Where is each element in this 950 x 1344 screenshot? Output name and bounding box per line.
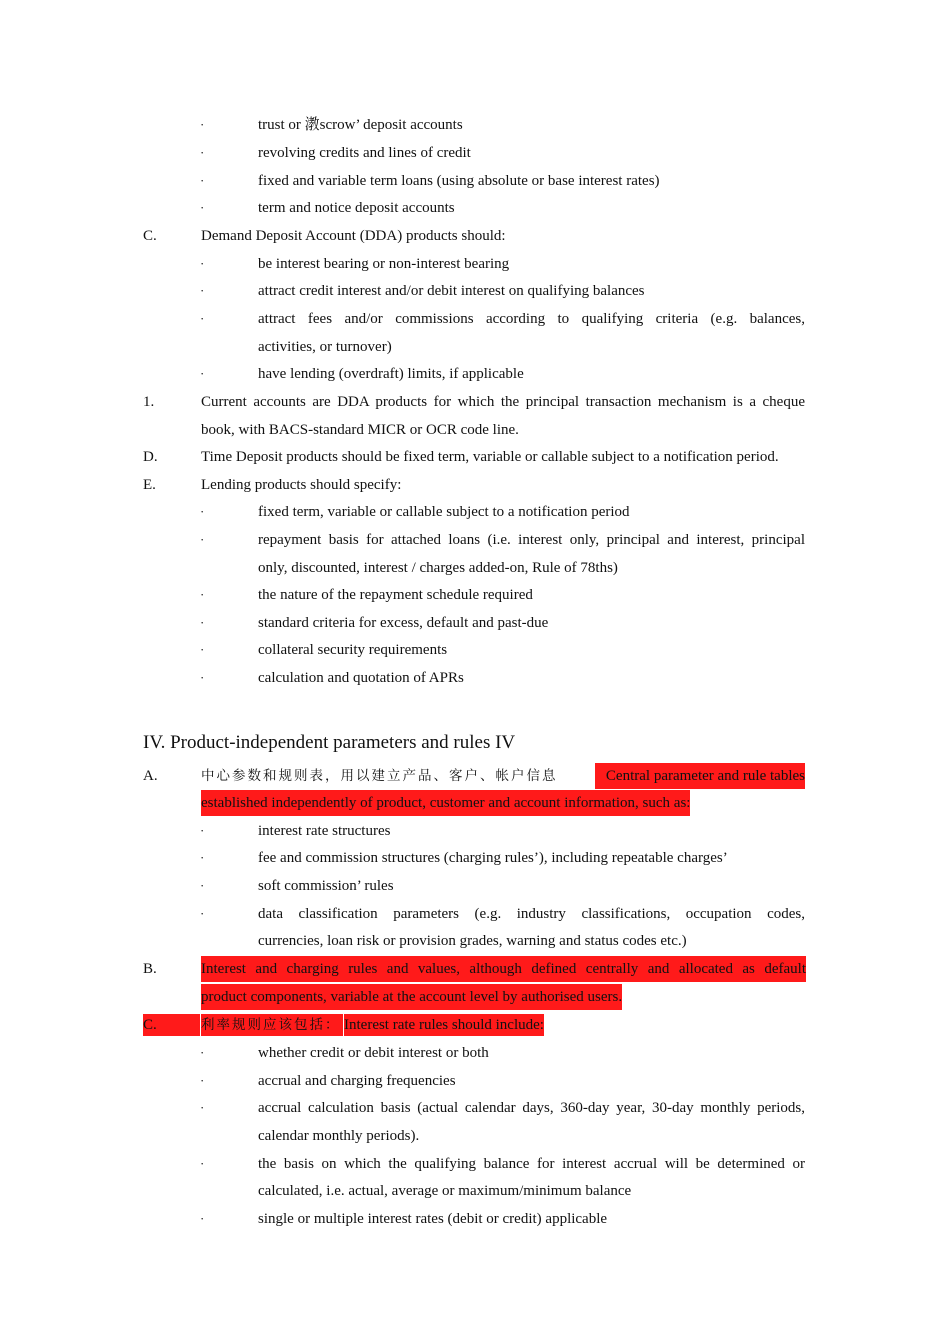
list-item [0,1151,950,1177]
highlighted-text: product components, variable at the account level by authorised users. [201,984,622,1010]
list-item [0,168,950,194]
list-item-text: fee and commission structures (charging rules’), including repeatable charges’ [258,850,728,866]
section-heading: IV. Product-independent parameters and rules IV [143,732,516,753]
list-item-text: be interest bearing or non-interest bearing [258,256,510,272]
highlighted-text: Interest and charging rules and values, although defined centrally and allocated as default [201,956,806,982]
bullet: · [200,642,205,657]
list-item-text: term and notice deposit accounts [258,200,455,216]
list-item [0,873,950,899]
list-item [0,637,950,663]
list-item-continuation [0,334,950,360]
list-item-text: accrual calculation basis (actual calendar days, 360-day year, 30-day monthly periods, [258,1100,805,1116]
list-item-text: attract credit interest and/or debit interest on qualifying balances [258,283,645,299]
bullet: · [200,823,205,838]
list-item [0,582,950,608]
list-item-text: trust or 漖scrow’ deposit accounts [258,117,463,133]
item-text: Demand Deposit Account (DDA) products should: [201,228,506,244]
list-item-text: calculation and quotation of APRs [258,670,464,686]
list-item-continuation [0,555,950,581]
bullet: · [200,173,205,188]
list-item [0,610,950,636]
list-item [0,140,950,166]
list-item [0,251,950,277]
bullet: · [200,1211,205,1226]
item-text: Lending products should specify: [201,477,402,493]
list-item-text: attract fees and/or commissions according to qualifying criteria (e.g. balances, [258,311,805,327]
bullet: · [200,532,205,547]
item-text: Time Deposit products should be fixed term, variable or callable subject to a notification period. [201,449,779,465]
bullet: · [200,1100,205,1115]
item-marker: A. [143,768,158,784]
list-item-text: standard criteria for excess, default and past-due [258,615,549,631]
highlighted-text: Interest rate rules should include: [344,1014,544,1036]
bullet: · [200,256,205,271]
numbered-item [0,389,950,415]
bullet: · [200,1156,205,1171]
numbered-item [0,223,950,249]
list-item [0,901,950,927]
list-item [0,527,950,553]
list-item [0,1206,950,1232]
list-item-text: the basis on which the qualifying balance for interest accrual will be determined or [258,1156,805,1172]
list-item-continuation [0,1178,950,1204]
list-item-text: data classification parameters (e.g. industry classifications, occupation codes, [258,906,805,922]
list-item-text: collateral security requirements [258,642,448,658]
bullet: · [200,587,205,602]
bullet: · [200,200,205,215]
list-item-text: currencies, loan risk or provision grades, warning and status codes etc.) [258,933,687,949]
item-marker: 1. [143,394,155,410]
list-item-text: calendar monthly periods). [258,1128,420,1144]
numbered-item-continuation [0,417,950,443]
numbered-item [0,956,950,982]
list-item-continuation [0,1123,950,1149]
list-item [0,1068,950,1094]
list-item-text: repayment basis for attached loans (i.e. interest only, principal and interest, principal [258,532,805,548]
list-item-text: have lending (overdraft) limits, if applicable [258,366,524,382]
bullet: · [200,311,205,326]
list-item-text: activities, or turnover) [258,339,392,355]
list-item-text: calculated, i.e. actual, average or maximum/minimum balance [258,1183,632,1199]
bullet: · [200,117,205,132]
list-item-text: fixed and variable term loans (using absolute or base interest rates) [258,173,660,189]
item-marker: B. [143,961,157,977]
highlighted-text: Central parameter and rule tables [595,763,805,789]
numbered-item [0,472,950,498]
list-item [0,278,950,304]
bullet: · [200,615,205,630]
list-item [0,195,950,221]
bullet: · [200,145,205,160]
list-item [0,845,950,871]
item-marker: E. [143,477,156,493]
list-item-text: only, discounted, interest / charges added-on, Rule of 78ths) [258,560,618,576]
list-item-text: soft commission’ rules [258,878,394,894]
list-item [0,818,950,844]
item-marker: D. [143,449,158,465]
list-item-text: revolving credits and lines of credit [258,145,471,161]
bullet: · [200,1045,205,1060]
list-item [0,1040,950,1066]
bullet: · [200,850,205,865]
list-item [0,665,950,691]
item-text: book, with BACS-standard MICR or OCR code line. [201,422,519,438]
item-text-chinese: 中心参数和规则表，用以建立产品、客户、帐户信息 [201,768,558,784]
list-item [0,112,950,138]
list-item [0,499,950,525]
bullet: · [200,878,205,893]
item-text: Current accounts are DDA products for which the principal transaction mechanism is a cheque [201,394,805,410]
list-item [0,1095,950,1121]
list-item-text: whether credit or debit interest or both [258,1045,489,1061]
numbered-item [0,1012,950,1038]
list-item-continuation [0,928,950,954]
numbered-item-continuation [0,790,950,816]
numbered-item [0,763,950,789]
bullet: · [200,670,205,685]
numbered-item-continuation [0,984,950,1010]
list-item-text: fixed term, variable or callable subject to a notification period [258,504,630,520]
list-item-text: interest rate structures [258,823,391,839]
item-marker: C. [143,1014,200,1036]
bullet: · [200,283,205,298]
bullet: · [200,1073,205,1088]
item-text-chinese: 利率规则应该包括： [201,1014,343,1036]
item-marker: C. [143,228,157,244]
list-item-text: the nature of the repayment schedule required [258,587,533,603]
list-item-text: single or multiple interest rates (debit or credit) applicable [258,1211,608,1227]
bullet: · [200,906,205,921]
bullet: · [200,366,205,381]
highlighted-text: established independently of product, customer and account information, such as: [201,790,690,816]
numbered-item [0,444,950,470]
list-item-text: accrual and charging frequencies [258,1073,456,1089]
list-item [0,306,950,332]
bullet: · [200,504,205,519]
list-item [0,361,950,387]
